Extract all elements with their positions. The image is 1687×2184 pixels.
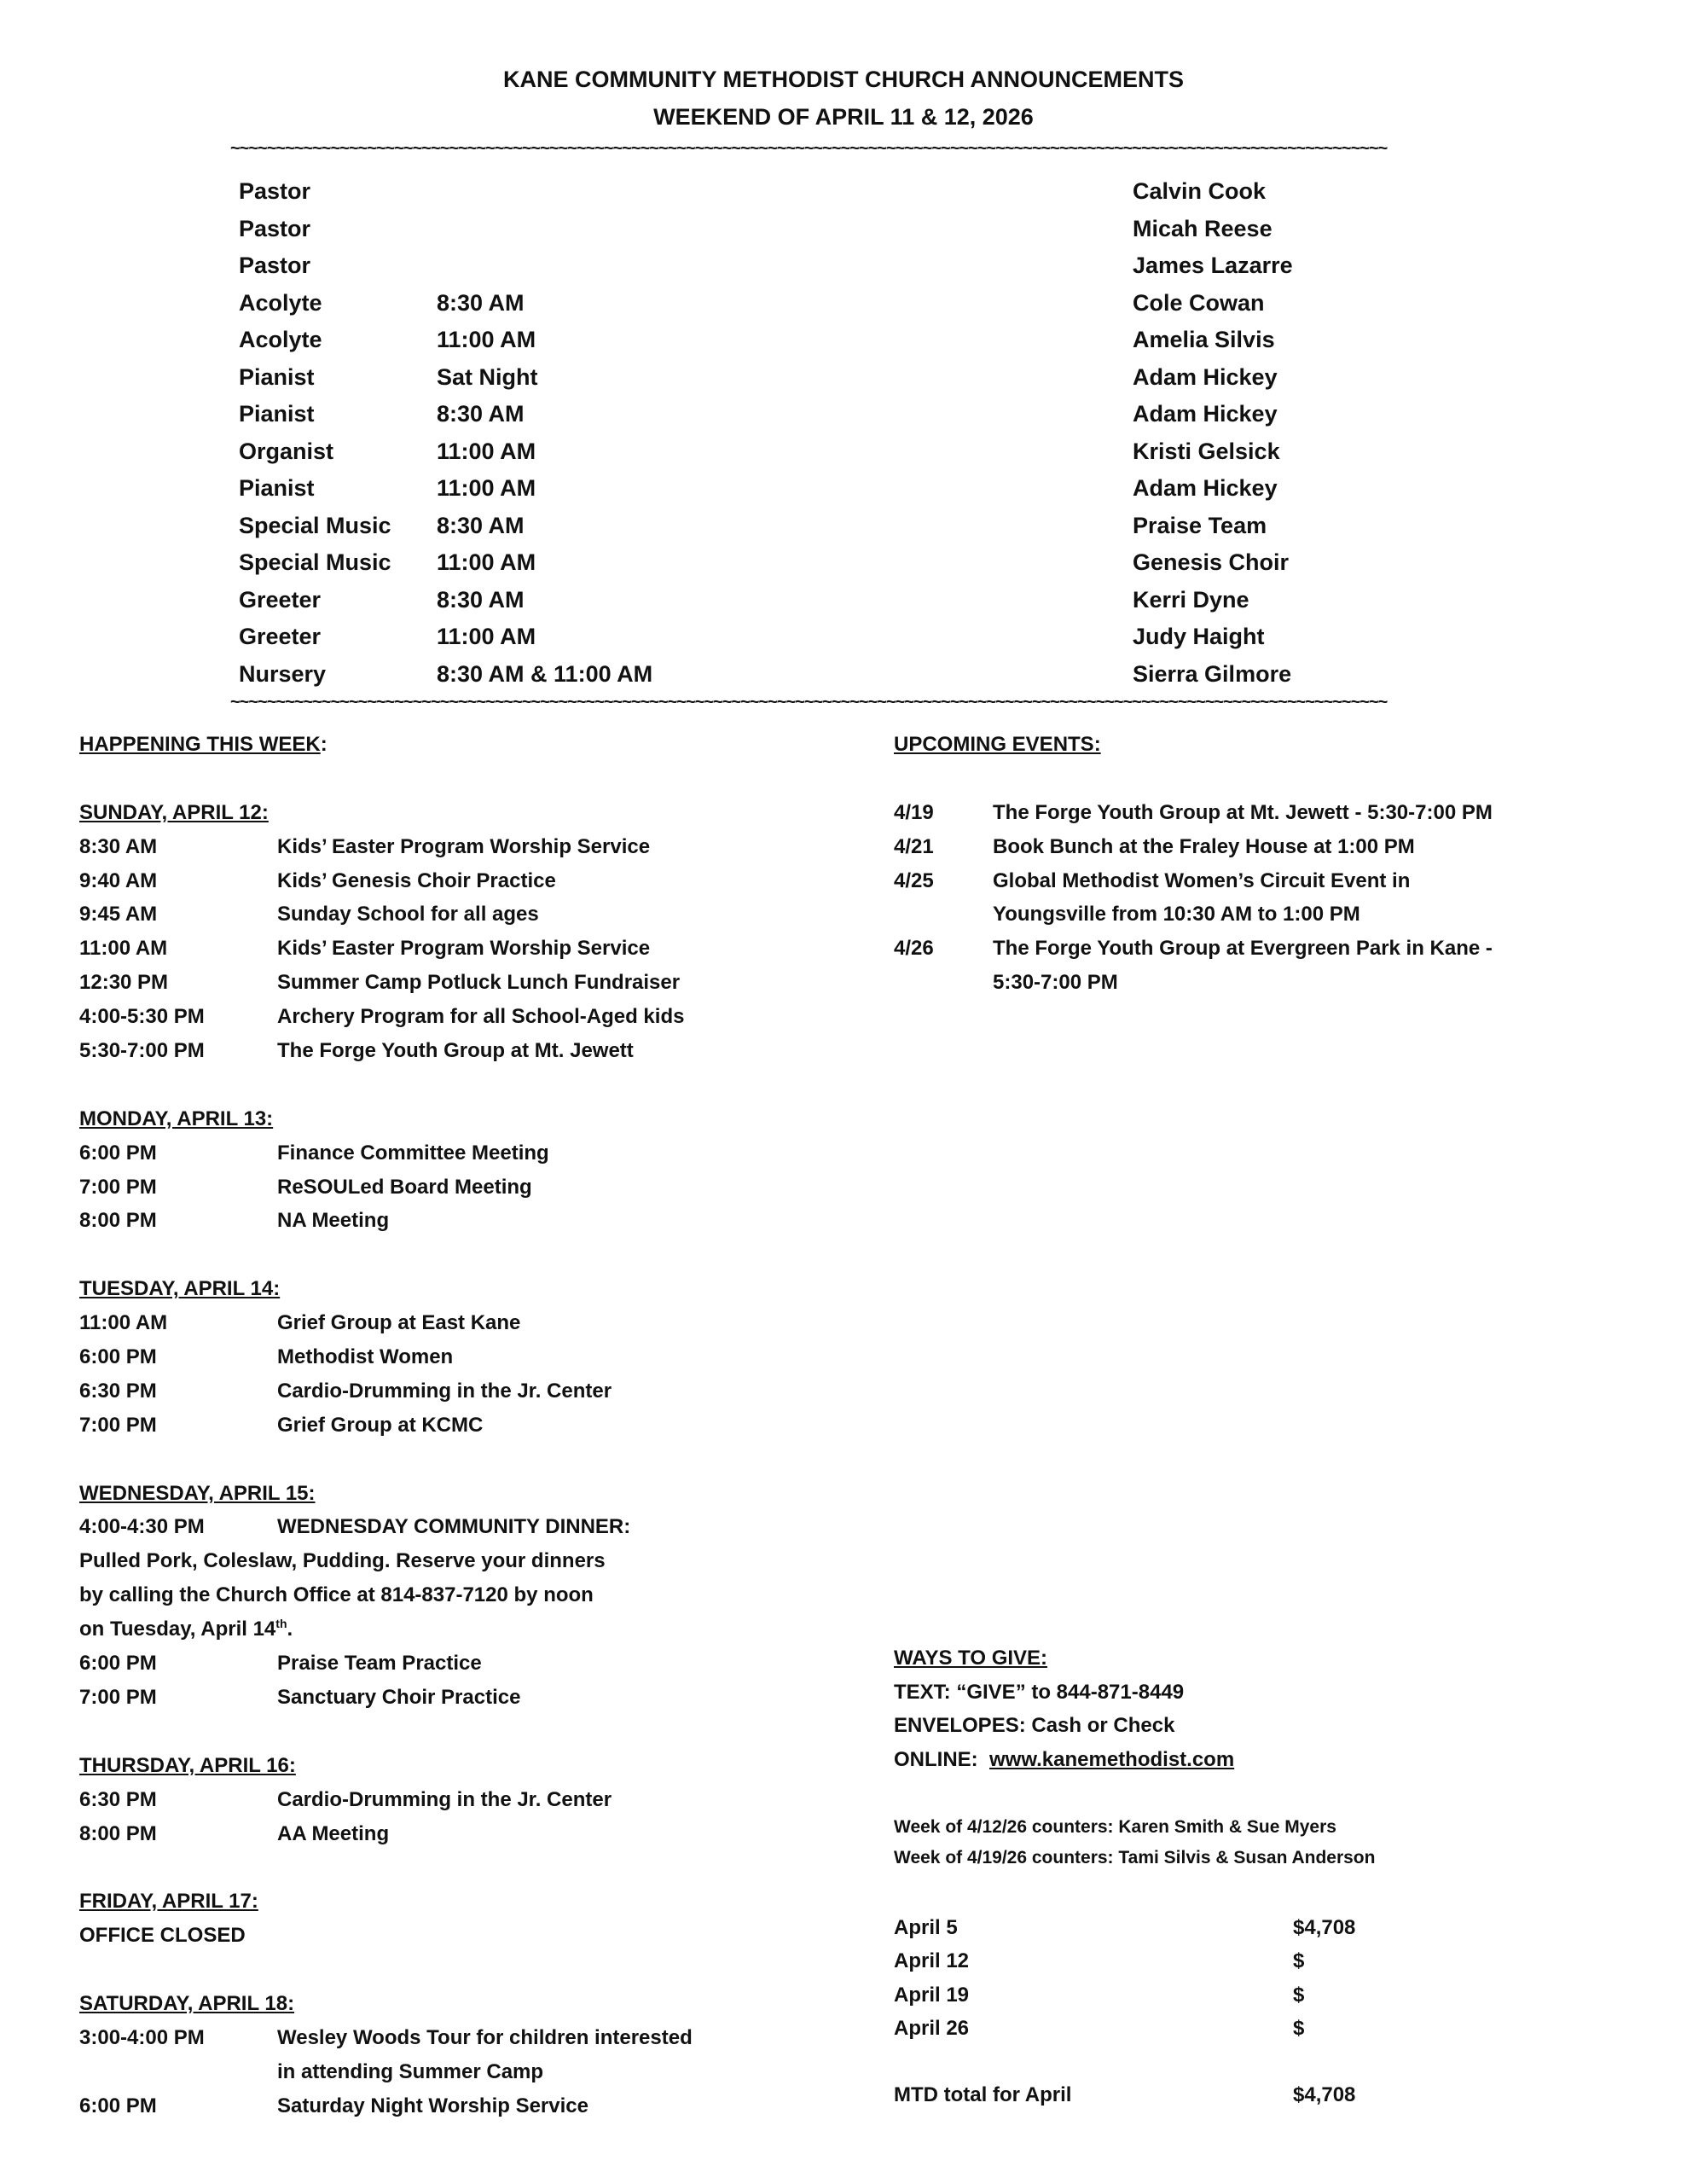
roster-role: Acolyte (239, 327, 322, 352)
roster-row (239, 359, 1475, 397)
event-title: Methodist Women (277, 1345, 454, 1369)
event-time: 6:00 PM (79, 1345, 157, 1369)
roster-row (239, 322, 1475, 359)
upcoming-date: 4/26 (894, 937, 934, 961)
upcoming-event (894, 864, 1661, 898)
roster-time: 11:00 AM (437, 438, 536, 464)
roster-time: 11:00 AM (437, 624, 536, 649)
roster-name: Adam Hickey (1133, 475, 1278, 501)
event-time: 8:00 PM (79, 1209, 157, 1233)
roster-name: James Lazarre (1133, 253, 1293, 278)
blank-line (79, 1443, 813, 1477)
event-title: Kids’ Genesis Choir Practice (277, 868, 556, 892)
roster-row (239, 211, 1475, 248)
event-time: 8:30 AM (79, 834, 158, 858)
divider-bottom: ~~~~~~~~~~~~~~~~~~~~~~~~~~~~~~~~~~~~~~~~~~~~~~~~~~~~~~~~~~~~~~~~~~~~~~~~~~~~~~~~~~~~~~~~~~~~~~~~~~~~~~~~~~~~~~~~~~~~~~~~~~~~~~~ (230, 694, 1388, 711)
giving-week-label: April 12 (894, 1949, 970, 1973)
event-row (79, 1204, 813, 1238)
upcoming-event (894, 932, 1661, 966)
event-row (79, 1409, 813, 1443)
day-heading (79, 1102, 813, 1136)
roster-name: Cole Cowan (1133, 289, 1265, 316)
roster-name: Kristi Gelsick (1133, 438, 1280, 464)
event-row (79, 1681, 813, 1715)
event-row (79, 1306, 813, 1340)
event-time: 12:30 PM (79, 971, 169, 995)
event-title: Wesley Woods Tour for children interested (277, 2025, 693, 2049)
happening-heading (79, 728, 813, 762)
roster-role: Pastor (239, 215, 311, 241)
event-time: 6:00 PM (79, 1652, 157, 1676)
service-roster (239, 173, 1475, 693)
giving-row (894, 2012, 1576, 2046)
roster-name: Calvin Cook (1133, 178, 1267, 204)
event-row (79, 1817, 813, 1851)
roster-name: Adam Hickey (1133, 363, 1278, 390)
event-time: 4:00-5:30 PM (79, 1005, 205, 1029)
giving-row (894, 1911, 1576, 1945)
day-label: MONDAY, APRIL 13: (79, 1107, 274, 1130)
roster-row (239, 173, 1475, 211)
event-title: Finance Committee Meeting (277, 1141, 549, 1165)
day-label: THURSDAY, APRIL 16: (79, 1753, 296, 1777)
event-title: Cardio-Drumming in the Jr. Center (277, 1787, 612, 1811)
event-title: Archery Program for all School-Aged kids (277, 1005, 685, 1029)
event-time: 9:45 AM (79, 903, 158, 926)
upcoming-text: Book Bunch at the Fraley House at 1:00 PM (993, 834, 1415, 858)
roster-name: Praise Team (1133, 512, 1267, 538)
roster-role: Greeter (239, 624, 322, 649)
roster-role: Acolyte (239, 289, 322, 316)
blank-line (79, 1238, 813, 1272)
mtd-total-row (894, 2078, 1576, 2112)
event-time: 6:30 PM (79, 1379, 157, 1403)
giving-week-label: April 5 (894, 1916, 958, 1939)
event-row (79, 1510, 813, 1544)
roster-role: Greeter (239, 586, 322, 613)
divider-top: ~~~~~~~~~~~~~~~~~~~~~~~~~~~~~~~~~~~~~~~~~~~~~~~~~~~~~~~~~~~~~~~~~~~~~~~~~~~~~~~~~~~~~~~~~~~~~~~~~~~~~~~~~~~~~~~~~~~~~~~~~~~~~~~ (230, 140, 1388, 157)
mtd-total-amount: $4,708 (1293, 2083, 1356, 2106)
event-time: 11:00 AM (79, 1311, 168, 1335)
day-heading (79, 1477, 813, 1511)
event-time: 5:30-7:00 PM (79, 1039, 205, 1063)
upcoming-date: 4/25 (894, 868, 934, 892)
roster-time: 8:30 AM (437, 289, 525, 316)
giving-week-label: April 26 (894, 2017, 970, 2041)
day-note: OFFICE CLOSED (79, 1924, 246, 1948)
page-subtitle: WEEKEND OF APRIL 11 & 12, 2026 (653, 104, 1034, 130)
roster-row (239, 396, 1475, 433)
mtd-total-label: MTD total for April (894, 2083, 1072, 2106)
event-row (79, 2021, 813, 2055)
roster-name: Amelia Silvis (1133, 327, 1275, 352)
event-row (79, 1000, 813, 1034)
day-label: FRIDAY, APRIL 17: (79, 1890, 258, 1914)
roster-role: Pianist (239, 401, 315, 427)
happening-this-week (79, 728, 813, 2123)
give-online-label: ONLINE: (894, 1748, 978, 1771)
giving-row (894, 1978, 1576, 2013)
roster-name: Judy Haight (1133, 624, 1265, 649)
event-title: ReSOULed Board Meeting (277, 1175, 532, 1199)
upcoming-text: The Forge Youth Group at Evergreen Park in Kane - (993, 937, 1493, 961)
roster-role: Pianist (239, 475, 315, 501)
event-time: 6:00 PM (79, 2094, 157, 2117)
upcoming-date: 4/19 (894, 800, 934, 824)
roster-row (239, 470, 1475, 508)
upcoming-event (894, 897, 1661, 932)
website-link[interactable]: www.kanemethodist.com (989, 1748, 1235, 1771)
dinner-text: by calling the Church Office at 814-837-7120 by noon (79, 1583, 594, 1607)
roster-role: Special Music (239, 549, 391, 575)
event-time: 9:40 AM (79, 868, 158, 892)
day-heading (79, 1749, 813, 1783)
roster-name: Micah Reese (1133, 215, 1272, 241)
event-title: Sanctuary Choir Practice (277, 1685, 521, 1709)
giving-amount: $ (1293, 1983, 1305, 2007)
blank-line (79, 1068, 813, 1102)
event-title: Grief Group at KCMC (277, 1413, 484, 1437)
roster-row (239, 285, 1475, 322)
event-row (79, 1340, 813, 1374)
upcoming-heading-label: UPCOMING EVENTS: (894, 733, 1101, 756)
blank-line (79, 1953, 813, 1987)
dinner-text (79, 1612, 813, 1647)
giving-amount: $4,708 (1293, 1916, 1356, 1939)
day-label: SUNDAY, APRIL 12: (79, 800, 269, 824)
roster-row (239, 508, 1475, 545)
roster-name: Adam Hickey (1133, 401, 1278, 427)
day-heading (79, 796, 813, 830)
day-heading (79, 1885, 813, 1919)
event-row (79, 1034, 813, 1068)
day-label: WEDNESDAY, APRIL 15: (79, 1481, 316, 1505)
event-title: Cardio-Drumming in the Jr. Center (277, 1379, 612, 1403)
roster-time: 11:00 AM (437, 549, 536, 575)
roster-name: Genesis Choir (1133, 549, 1290, 575)
ways-to-give-heading: WAYS TO GIVE: (894, 1647, 1048, 1670)
upcoming-text: Global Methodist Women’s Circuit Event in (993, 868, 1411, 892)
happening-heading-label: HAPPENING THIS WEEK (79, 733, 321, 756)
dinner-text: Pulled Pork, Coleslaw, Pudding. Reserve your dinners (79, 1549, 606, 1573)
event-row (79, 1136, 813, 1170)
upcoming-event (894, 830, 1661, 864)
event-time: 6:00 PM (79, 1141, 157, 1165)
heading-colon: : (320, 733, 328, 756)
blank-line (79, 762, 813, 796)
event-row (79, 897, 813, 932)
roster-time: 8:30 AM (437, 512, 525, 538)
roster-name: Kerri Dyne (1133, 586, 1249, 613)
event-title: Kids’ Easter Program Worship Service (277, 937, 651, 961)
counters-line: Week of 4/12/26 counters: Karen Smith & Sue Myers (894, 1817, 1336, 1837)
upcoming-date: 4/21 (894, 834, 934, 858)
roster-time: 11:00 AM (437, 327, 536, 352)
roster-role: Pianist (239, 363, 315, 390)
blank-line (79, 1715, 813, 1749)
upcoming-text: 5:30-7:00 PM (993, 971, 1118, 995)
roster-role: Pastor (239, 178, 311, 204)
dinner-text-end: on Tuesday, April 14 (79, 1618, 276, 1641)
counters-line: Week of 4/19/26 counters: Tami Silvis & Susan Anderson (894, 1848, 1376, 1867)
event-time: 4:00-4:30 PM (79, 1515, 205, 1539)
roster-time: 8:30 AM (437, 586, 525, 613)
event-row (79, 1374, 813, 1409)
giving-amount: $ (1293, 1949, 1305, 1973)
event-time: 8:00 PM (79, 1821, 157, 1845)
roster-role: Organist (239, 438, 334, 464)
event-row (79, 1647, 813, 1681)
blank-line (894, 762, 1661, 796)
roster-role: Nursery (239, 660, 327, 687)
day-heading (79, 1987, 813, 2021)
roster-row (239, 433, 1475, 471)
page-title: KANE COMMUNITY METHODIST CHURCH ANNOUNCEMENTS (503, 67, 1184, 92)
day-heading (79, 1272, 813, 1306)
event-title: Kids’ Easter Program Worship Service (277, 834, 651, 858)
upcoming-text: The Forge Youth Group at Mt. Jewett - 5:30-7:00 PM (993, 800, 1493, 824)
event-title: WEDNESDAY COMMUNITY DINNER: (277, 1515, 631, 1539)
giving-week-label: April 19 (894, 1983, 970, 2007)
roster-role: Special Music (239, 512, 391, 538)
give-envelopes: ENVELOPES: Cash or Check (894, 1714, 1175, 1737)
period: . (287, 1618, 293, 1641)
superscript: th (275, 1617, 287, 1631)
roster-row (239, 247, 1475, 285)
upcoming-event (894, 796, 1661, 830)
event-time: 7:00 PM (79, 1685, 157, 1709)
upcoming-event (894, 966, 1661, 1000)
roster-row (239, 656, 1475, 694)
event-row-cont (79, 2055, 813, 2089)
event-title: NA Meeting (277, 1209, 390, 1233)
event-row (79, 864, 813, 898)
event-time: 3:00-4:00 PM (79, 2025, 205, 2049)
event-row (79, 1783, 813, 1817)
roster-time: 8:30 AM (437, 401, 525, 427)
event-title: Saturday Night Worship Service (277, 2094, 588, 2117)
event-row (79, 2089, 813, 2123)
give-text: TEXT: “GIVE” to 844-871-8449 (894, 1681, 1185, 1704)
roster-time: Sat Night (437, 363, 538, 390)
event-time: 7:00 PM (79, 1175, 157, 1199)
event-row (79, 1170, 813, 1205)
day-label: TUESDAY, APRIL 14: (79, 1277, 281, 1301)
roster-row (239, 619, 1475, 656)
event-time: 11:00 AM (79, 937, 168, 961)
upcoming-text: Youngsville from 10:30 AM to 1:00 PM (993, 903, 1360, 926)
blank-line (79, 1850, 813, 1885)
event-title: Sunday School for all ages (277, 903, 539, 926)
day-label: SATURDAY, APRIL 18: (79, 1991, 295, 2015)
roster-time: 11:00 AM (437, 475, 536, 501)
event-title: AA Meeting (277, 1821, 390, 1845)
event-title: The Forge Youth Group at Mt. Jewett (277, 1039, 634, 1063)
roster-time: 8:30 AM & 11:00 AM (437, 660, 653, 687)
event-time: 6:30 PM (79, 1787, 157, 1811)
event-row (79, 966, 813, 1000)
event-title: Grief Group at East Kane (277, 1311, 521, 1335)
upcoming-heading (894, 728, 1661, 762)
event-title: Summer Camp Potluck Lunch Fundraiser (277, 971, 681, 995)
event-row (79, 932, 813, 966)
roster-row (239, 544, 1475, 582)
event-title-cont: in attending Summer Camp (277, 2059, 544, 2083)
giving-amount: $ (1293, 2017, 1305, 2041)
event-title: Praise Team Practice (277, 1652, 482, 1676)
upcoming-events (894, 728, 1661, 1000)
roster-name: Sierra Gilmore (1133, 660, 1292, 687)
event-time: 7:00 PM (79, 1413, 157, 1437)
roster-row (239, 582, 1475, 619)
roster-role: Pastor (239, 253, 311, 278)
event-row (79, 830, 813, 864)
giving-row (894, 1944, 1576, 1978)
